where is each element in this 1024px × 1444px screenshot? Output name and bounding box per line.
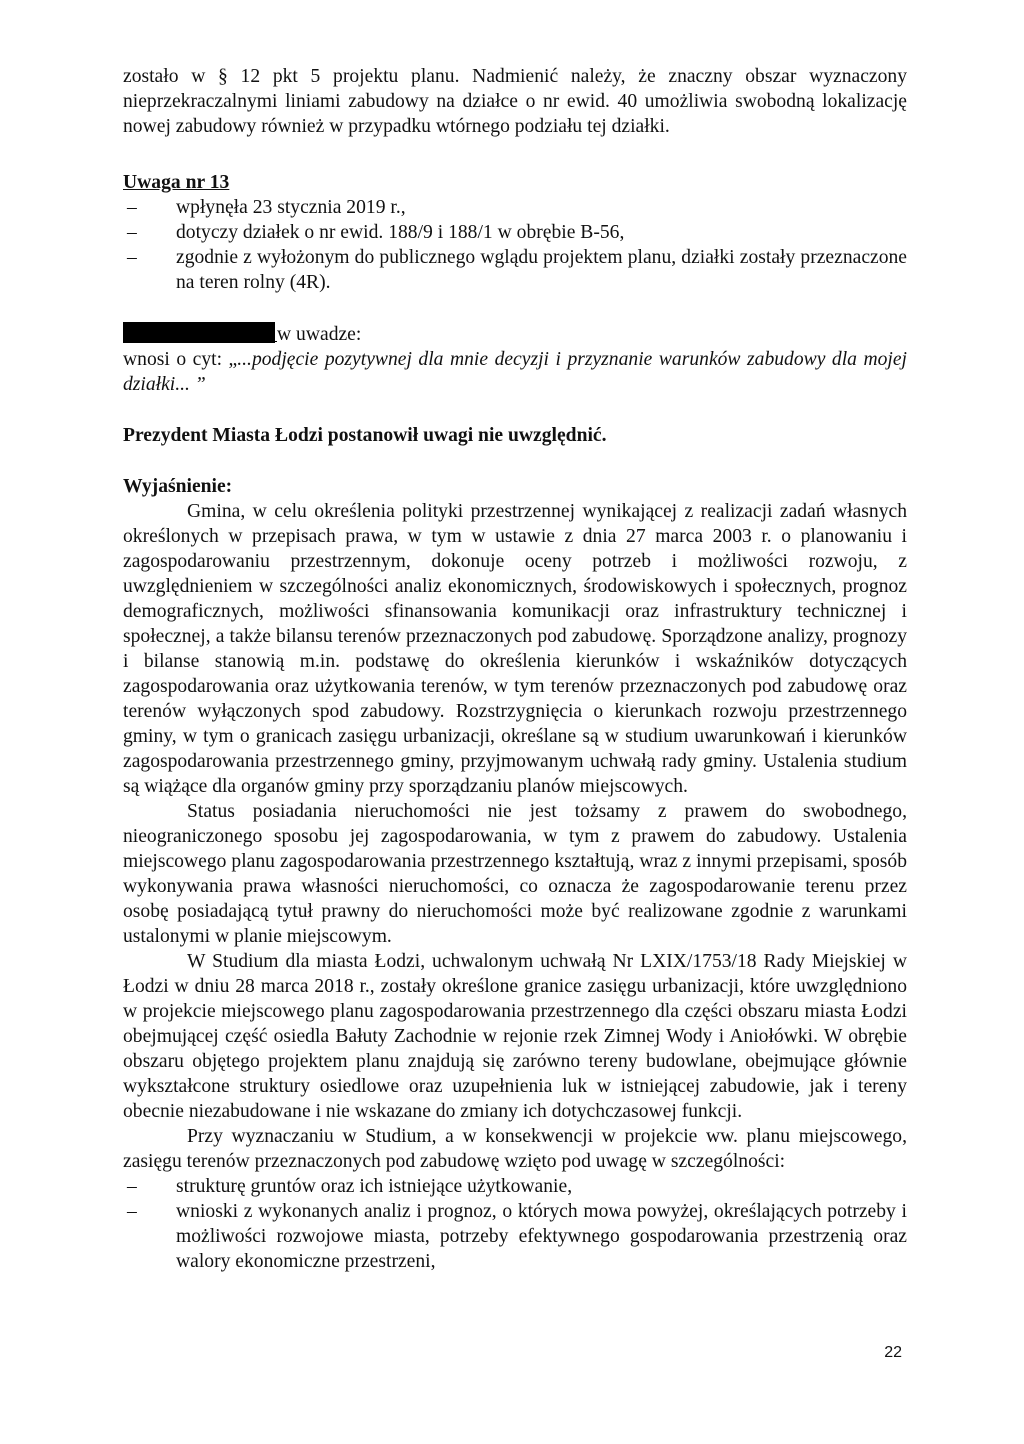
remark-request [123, 347, 907, 397]
criteria-item: – strukturę gruntów oraz ich istniejące użytkowanie, [123, 1174, 907, 1199]
criteria-list [123, 1174, 907, 1274]
explanation-heading: Wyjaśnienie: [123, 476, 233, 497]
explanation-paragraph-2: Status posiadania nieruchomości nie jest tożsamy z prawem do swobodnego, nieograniczonego sposobu jej zagospodarowania, w tym z prawem do zabudowy. Ustalenia miejscowego planu zagospodarowania przestrzennego kształtują, wraz z innymi przepisami, sposób wykonywania prawa własności nieruchomości, co oznacza że zagospodarowanie terenu przez osobę posiadającą tytuł prawny do nieruchomości może być realizowane zgodnie z warunkami ustalonymi w planie miejscowym. [123, 801, 907, 947]
intro-paragraph: zostało w § 12 pkt 5 projektu planu. Nadmienić należy, że znaczny obszar wyznaczony nieprzekraczalnymi liniami zabudowy na działce o nr ewid. 40 umożliwia swobodną lokalizację nowej zabudowy również w przypadku wtórnego podziału tej działki. [123, 66, 907, 137]
remark-detail-date: – wpłynęła 23 stycznia 2019 r., [123, 195, 907, 220]
explanation-paragraph-1: Gmina, w celu określenia polityki przestrzennej wynikającej z realizacji zadań własnych określonych w przepisach prawa, w tym w ustawie z dnia 27 marca 2003 r. o planowaniu i zagospodarowaniu przestrzennym, dokonuje oceny potrzeb i możliwości rozwoju, z uwzględnieniem w szczególności analiz ekonomicznych, środowiskowych i społecznych, prognoz demograficznych, możliwości sfinansowania komunikacji oraz infrastruktury technicznej i społecznej, a także bilansu terenów przeznaczonych pod zabudowę. Sporządzone analizy, prognozy i bilanse stanowią m.in. podstawę do określenia kierunków i wskaźników dotyczących zagospodarowania oraz użytkowania terenów, w tym terenów przeznaczonych pod zabudowę oraz terenów wyłączonych spod zabudowy. Rozstrzygnięcia o kierunkach rozwoju przestrzennego gminy, w tym o granicach zasięgu urbanizacji, określane są w studium uwarunkowań i kierunków zagospodarowania przestrzennego gminy, przyjmowanym uchwałą rady gminy. Ustalenia studium są wiążące dla organów gminy przy sporządzaniu planów miejscowych. [123, 501, 907, 797]
remark-detail-designation: – zgodnie z wyłożonym do publicznego wglądu projektem planu, działki zostały przeznaczone na teren rolny (4R). [123, 245, 907, 295]
explanation-paragraph-3: W Studium dla miasta Łodzi, uchwalonym uchwałą Nr LXIX/1753/18 Rady Miejskiej w Łodzi w dniu 28 marca 2018 r., zostały określone granice zasięgu urbanizacji, które uwzględniono w projekcie miejscowego planu zagospodarowania przestrzennego dla części obszaru miasta Łodzi obejmującej część osiedla Bałuty Zachodnie w rejonie rzek Zimnej Wody i Aniołówki. W obrębie obszaru objętego projektem planu znajdują się zarówno tereny budowlane, obejmujące głównie wykształcone struktury osiedlowe oraz uzupełnienia luk w istniejącej zabudowie, jak i tereny obecnie niezabudowane i nie wskazane do zmiany ich dotychczasowej funkcji. [123, 951, 907, 1122]
remark-author-suffix: w uwadze: [277, 324, 362, 345]
remark-title: Uwaga nr 13 [123, 172, 230, 193]
remark-details [123, 195, 907, 295]
explanation-paragraph-4: Przy wyznaczaniu w Studium, a w konsekwencji w projekcie ww. planu miejscowego, zasięgu terenów przeznaczonych pod zabudowę wzięto pod uwagę w szczególności: [123, 1126, 907, 1172]
remark-request-quote: ...podjęcie pozytywnej dla mnie decyzji i przyznanie warunków zabudowy dla mojej działki... ” [123, 349, 907, 395]
page-number: 22 [884, 1344, 902, 1361]
redacted-name [123, 322, 275, 343]
decision-statement: Prezydent Miasta Łodzi postanowił uwagi nie uwzględnić. [123, 425, 607, 446]
remark-detail-parcels: – dotyczy działek o nr ewid. 188/9 i 188/1 w obrębie B-56, [123, 220, 907, 245]
remark-request-prefix: wnosi o cyt: „ [123, 349, 238, 370]
criteria-item: – wnioski z wykonanych analiz i prognoz, o których mowa powyżej, określających potrzeby i możliwości rozwojowe miasta, potrzeby efektywnego gospodarowania przestrzenią oraz walory ekonomiczne przestrzeni, [123, 1199, 907, 1274]
remark-author-line [123, 321, 907, 347]
